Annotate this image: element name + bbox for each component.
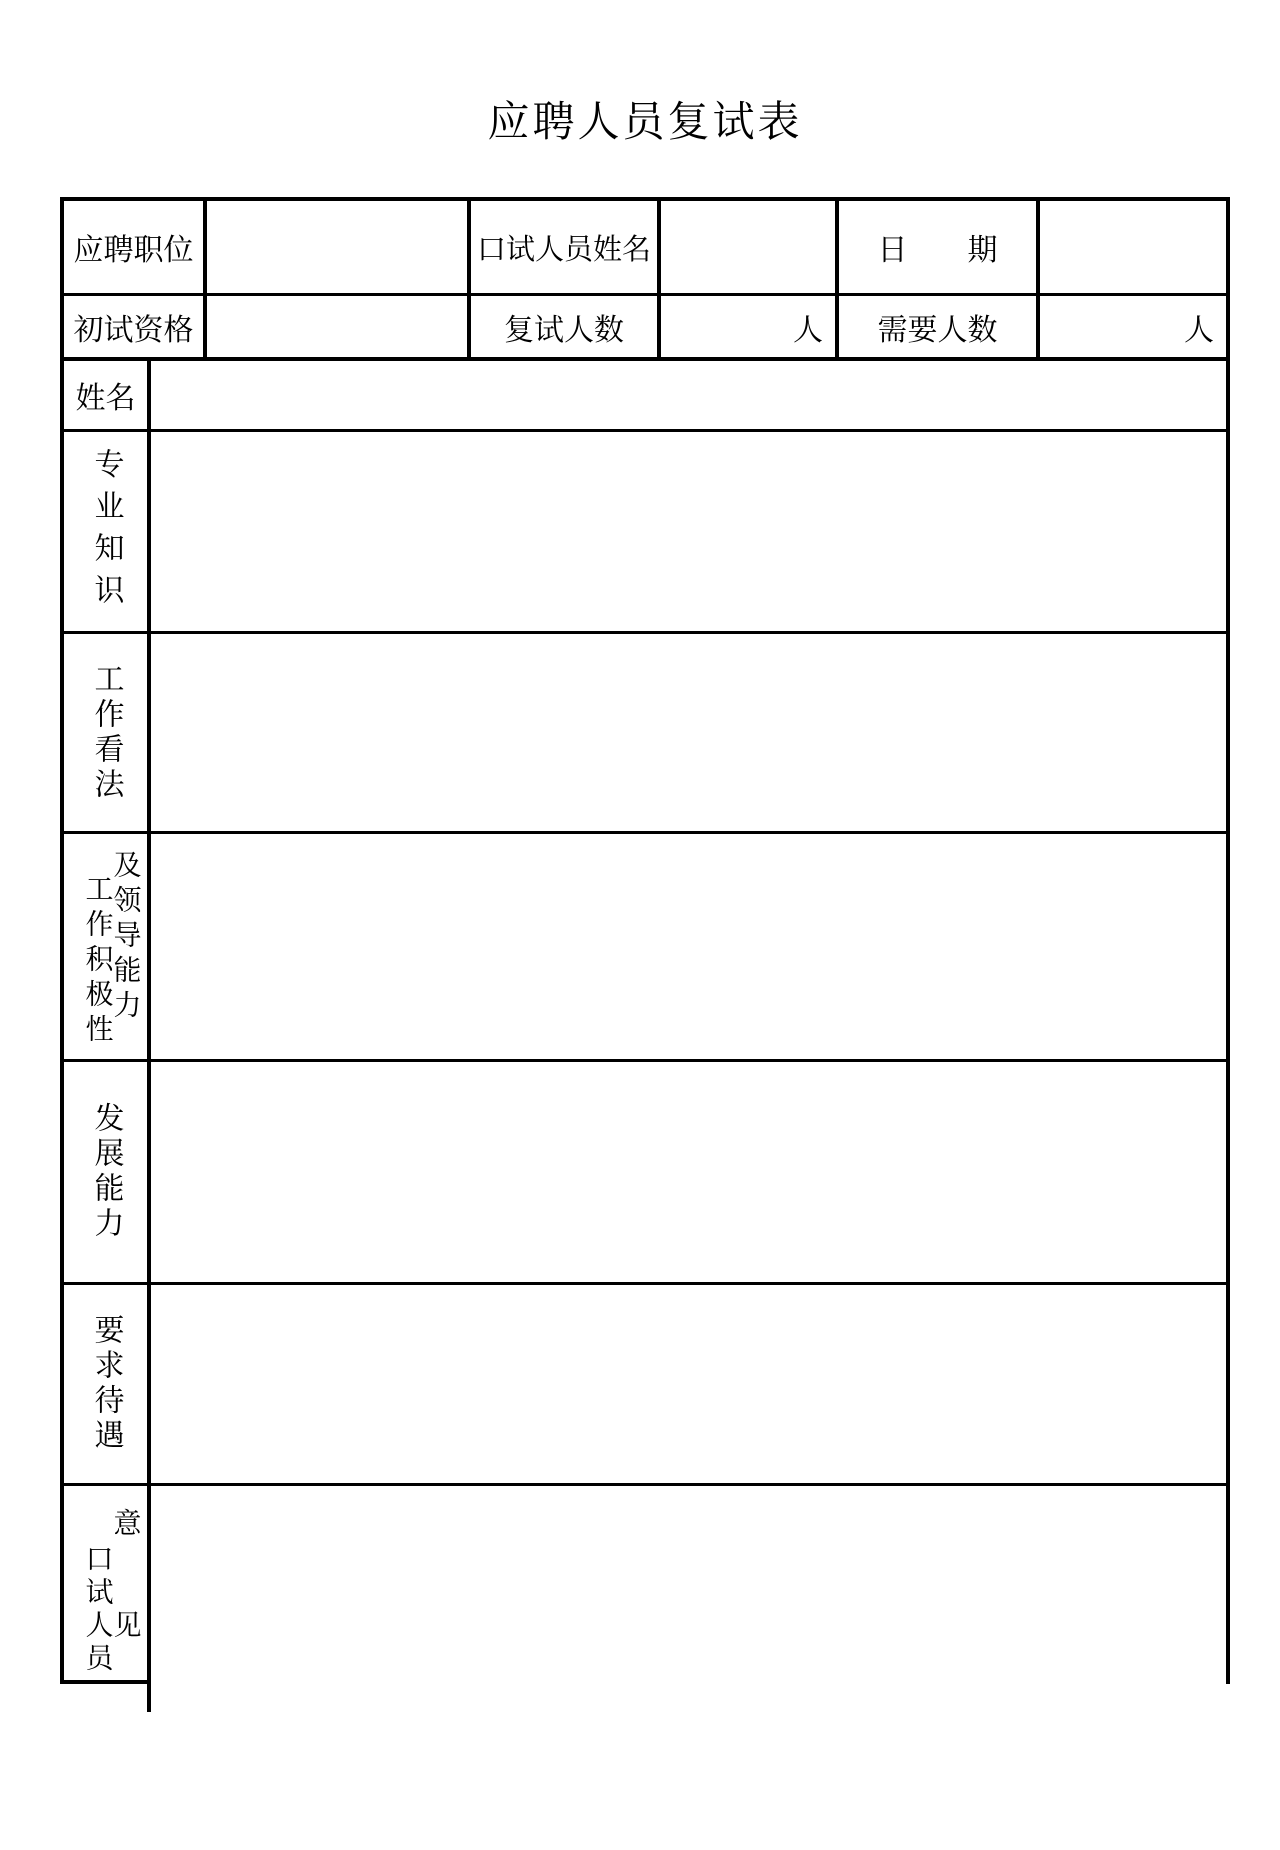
salary-expectation-label-text: 要求待遇 [89, 1314, 123, 1454]
salary-expectation-content-cell [151, 1285, 1226, 1483]
section-row-salary-expectation [64, 1285, 1226, 1486]
first-interview-qualification-value-cell [207, 296, 471, 357]
header-row-2 [64, 296, 1226, 361]
section-row-interviewer-opinion [64, 1486, 1226, 1712]
date-value-cell [1040, 201, 1226, 293]
reinterview-count-label: 复试人数 [471, 296, 661, 357]
section-row-initiative-leadership [64, 834, 1226, 1062]
development-ability-content-cell [151, 1062, 1226, 1282]
header-row-1 [64, 201, 1226, 296]
initiative-leadership-label-left: 工作积极性 [81, 874, 113, 1049]
section-row-work-view [64, 634, 1226, 834]
name-label: 姓名 [64, 361, 151, 429]
needed-count-unit: 人 [1184, 313, 1214, 347]
work-view-label [64, 634, 151, 831]
initiative-leadership-label [64, 834, 151, 1059]
first-interview-qualification-label: 初试资格 [64, 296, 207, 357]
initiative-leadership-label-right: 及领导能力 [109, 850, 141, 1025]
position-value-cell [207, 201, 471, 293]
name-value-cell [151, 361, 1226, 429]
reinterview-count-value-cell [661, 296, 839, 357]
development-ability-label [64, 1062, 151, 1282]
section-row-professional-knowledge [64, 432, 1226, 634]
reinterview-count-unit: 人 [793, 313, 823, 347]
salary-expectation-label [64, 1285, 151, 1483]
form-title: 应聘人员复试表 [487, 100, 803, 146]
initiative-leadership-content-cell [151, 834, 1226, 1059]
reinterview-form-table [60, 197, 1230, 1712]
interviewer-opinion-content-cell [151, 1486, 1226, 1712]
professional-knowledge-content-cell [151, 432, 1226, 631]
development-ability-label-text: 发展能力 [89, 1102, 123, 1242]
date-label: 日 期 [839, 201, 1040, 293]
professional-knowledge-label-text: 专业知识 [89, 447, 123, 616]
interviewer-opinion-label-right: 意见 [109, 1508, 141, 1712]
interviewer-opinion-label [64, 1486, 151, 1712]
name-row [64, 361, 1226, 432]
interviewer-opinion-label-left: 口试人员 [81, 1544, 113, 1676]
oral-interviewer-name-label: 口试人员姓名 [471, 201, 661, 293]
professional-knowledge-label [64, 432, 151, 631]
needed-count-value-cell [1040, 296, 1226, 357]
work-view-content-cell [151, 634, 1226, 831]
section-row-development-ability [64, 1062, 1226, 1285]
needed-count-label: 需要人数 [839, 296, 1040, 357]
work-view-label-text: 工作看法 [89, 662, 123, 803]
position-label: 应聘职位 [64, 201, 207, 293]
oral-interviewer-name-value-cell [661, 201, 839, 293]
